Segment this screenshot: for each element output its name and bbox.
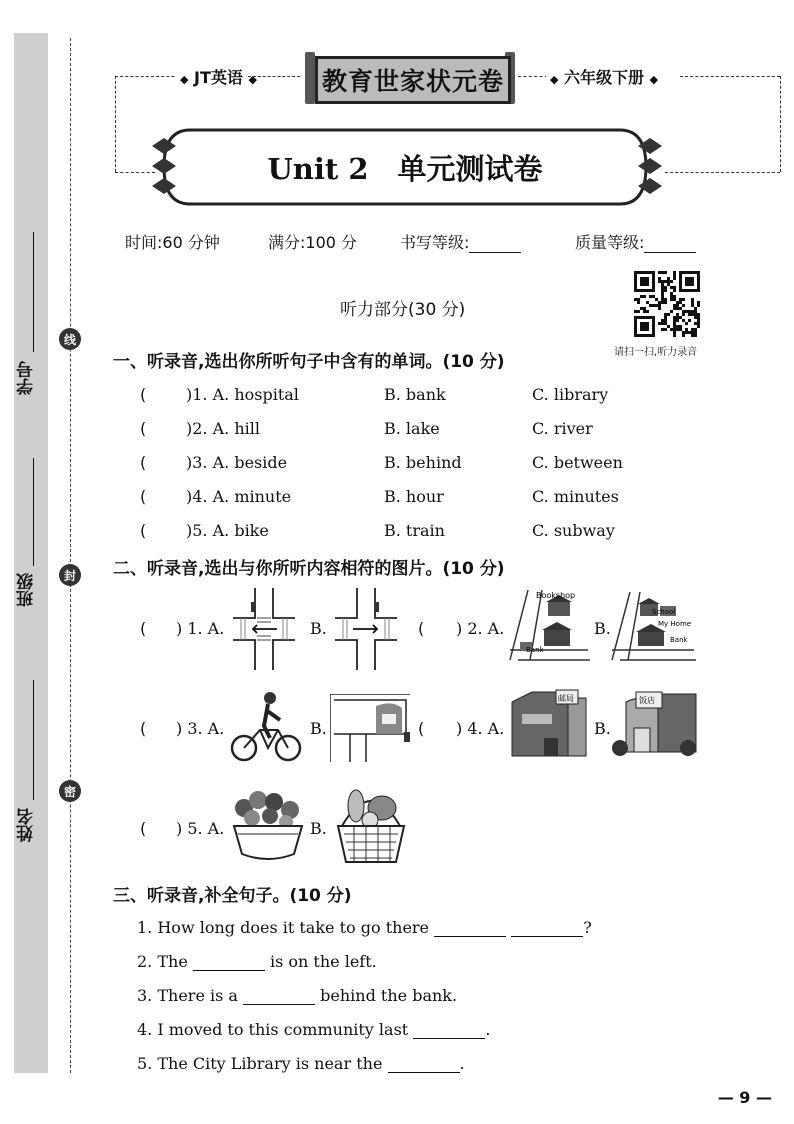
- section2-title: 二、听录音,选出与你所听内容相符的图片。(10 分): [113, 559, 505, 579]
- s1-q2-b: B. lake: [384, 419, 440, 438]
- s1-q3-b: B. behind: [384, 453, 462, 472]
- s3-blank-3[interactable]: [243, 988, 315, 1005]
- listening-title: 听力部分(30 分): [340, 300, 466, 320]
- subway-image: [330, 694, 410, 762]
- answer-paren[interactable]: (: [140, 487, 147, 506]
- s3-blank-5[interactable]: [388, 1056, 460, 1073]
- quality-grade: 质量等级:: [575, 230, 696, 253]
- student-no-label: 学号: [17, 361, 37, 395]
- s1-q2-c: C. river: [532, 419, 593, 438]
- student-no-field[interactable]: [33, 232, 34, 352]
- section3-title: 三、听录音,补全句子。(10 分): [113, 886, 352, 906]
- s2-q1-b: B.: [310, 619, 327, 638]
- answer-paren[interactable]: (: [140, 719, 147, 738]
- class-label: 班级: [17, 573, 37, 607]
- header-rule-right: [680, 76, 780, 77]
- vegetable-basket-image: [332, 786, 410, 866]
- seal-seal-badge: 封: [59, 564, 81, 586]
- s2-q4-b: B.: [594, 719, 611, 738]
- qr-code-icon[interactable]: [634, 271, 700, 337]
- map-b-image: [610, 592, 696, 666]
- s2-q5-b: B.: [310, 819, 327, 838]
- s1-q1-c: C. library: [532, 385, 609, 404]
- svg-text:Bank: Bank: [670, 636, 688, 644]
- title-banner: [160, 127, 650, 207]
- header-rule-right-b: [665, 172, 780, 173]
- grade-tag: ◆ 六年级下册 ◆: [546, 65, 662, 88]
- s2-q2-b: B.: [594, 619, 611, 638]
- s1-q5-b: B. train: [384, 521, 445, 540]
- writing-grade: 书写等级:: [400, 230, 521, 253]
- crossroad-left-image: [233, 588, 295, 670]
- name-label: 姓名: [17, 808, 37, 842]
- bike-image: [230, 690, 302, 764]
- left-diamond-icon: [150, 138, 178, 194]
- svg-text:饭店: 饭店: [639, 696, 655, 705]
- binding-strip: [14, 33, 48, 1073]
- s3-sentence-3: 3. There is a behind the bank.: [137, 986, 458, 1005]
- answer-paren[interactable]: (: [140, 819, 147, 838]
- writing-grade-blank[interactable]: [469, 236, 521, 253]
- header-rule-right-v: [780, 76, 781, 172]
- s1-q2-a: )2. A. hill: [186, 419, 260, 438]
- s2-q3-label: ) 3. A.: [176, 719, 225, 738]
- s2-q2-label: ) 2. A.: [456, 619, 505, 638]
- answer-paren[interactable]: (: [418, 619, 425, 638]
- time-info: 时间:60 分钟: [125, 233, 220, 252]
- s1-q3-c: C. between: [532, 453, 623, 472]
- header-rule-left-v: [115, 76, 116, 172]
- s1-q3-a: )3. A. beside: [186, 453, 288, 472]
- map-a-image: [508, 590, 590, 666]
- page-title: Unit 2 单元测试卷: [267, 151, 543, 186]
- class-field[interactable]: [33, 458, 34, 566]
- svg-text:School: School: [652, 608, 676, 616]
- s2-q1-label: ) 1. A.: [176, 619, 225, 638]
- s1-q1-a: )1. A. hospital: [186, 385, 299, 404]
- s3-blank-4[interactable]: [413, 1022, 485, 1039]
- series-title: 教育世家状元卷: [315, 56, 511, 104]
- s3-sentence-2: 2. The is on the left.: [137, 952, 377, 971]
- subject-tag: ◆ JT英语 ◆: [176, 65, 261, 88]
- restaurant-image: [612, 688, 698, 760]
- s1-q4-a: )4. A. minute: [186, 487, 292, 506]
- s1-q5-a: )5. A. bike: [186, 521, 269, 540]
- header-rule-mid-left: [248, 76, 300, 77]
- s3-sentence-4: 4. I moved to this community last .: [137, 1020, 491, 1039]
- right-diamond-icon: [636, 138, 664, 194]
- s1-q4-c: C. minutes: [532, 487, 619, 506]
- s1-q5-c: C. subway: [532, 521, 615, 540]
- qr-caption: 请扫一扫,听力录音: [614, 347, 698, 358]
- answer-paren[interactable]: (: [140, 385, 147, 404]
- header-rule-mid-right: [518, 76, 548, 77]
- fruit-basket-image: [230, 786, 306, 862]
- svg-text:Bookshop: Bookshop: [536, 591, 576, 600]
- svg-text:Bank: Bank: [526, 646, 544, 654]
- page-number: — 9 —: [717, 1088, 772, 1107]
- answer-paren[interactable]: (: [140, 619, 147, 638]
- answer-paren[interactable]: (: [140, 453, 147, 472]
- score-info: 满分:100 分: [268, 233, 358, 252]
- s3-blank-1b[interactable]: [511, 920, 583, 937]
- section1-title: 一、听录音,选出你所听句子中含有的单词。(10 分): [113, 352, 505, 372]
- s1-q4-b: B. hour: [384, 487, 444, 506]
- cut-line: [70, 38, 71, 1073]
- answer-paren[interactable]: (: [140, 521, 147, 540]
- s2-q5-label: ) 5. A.: [176, 819, 225, 838]
- s2-q3-b: B.: [310, 719, 327, 738]
- series-scroll: [305, 52, 515, 104]
- seal-line-badge: 线: [59, 328, 81, 350]
- s3-sentence-1: 1. How long does it take to go there ?: [137, 918, 592, 937]
- svg-text:My Home: My Home: [658, 620, 692, 628]
- s2-q4-label: ) 4. A.: [456, 719, 505, 738]
- crossroad-right-image: [335, 588, 397, 670]
- header-rule-left-b: [115, 172, 155, 173]
- answer-paren[interactable]: (: [418, 719, 425, 738]
- s3-blank-1a[interactable]: [434, 920, 506, 937]
- quality-grade-blank[interactable]: [644, 236, 696, 253]
- seal-secret-badge: 密: [59, 780, 81, 802]
- svg-text:邮局: 邮局: [558, 694, 574, 703]
- post-office-image: [508, 688, 588, 760]
- s1-q1-b: B. bank: [384, 385, 446, 404]
- answer-paren[interactable]: (: [140, 419, 147, 438]
- s3-sentence-5: 5. The City Library is near the .: [137, 1054, 465, 1073]
- name-field[interactable]: [33, 680, 34, 800]
- s3-blank-2[interactable]: [193, 954, 265, 971]
